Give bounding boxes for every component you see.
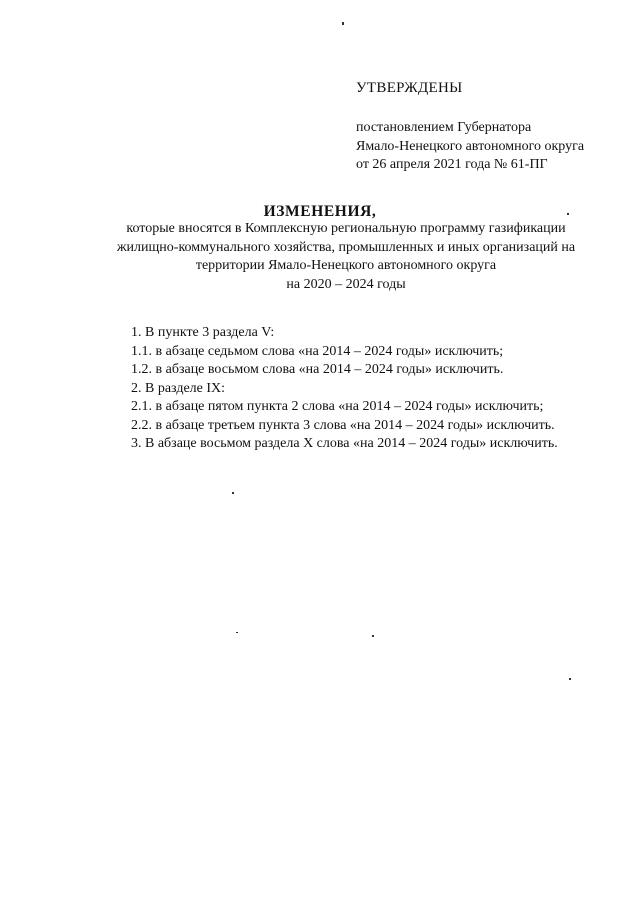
approval-line: от 26 апреля 2021 года № 61-ПГ: [356, 157, 548, 172]
list-item: 1. В пункте 3 раздела V:: [131, 325, 275, 340]
list-item: 2.2. в абзаце третьем пункта 3 слова «на 2014 – 2024 годы» исключить.: [131, 417, 555, 433]
list-item: 2.1. в абзаце пятом пункта 2 слова «на 2014 – 2024 годы» исключить;: [131, 399, 544, 414]
scan-speck: [236, 632, 238, 633]
scan-speck: [232, 492, 234, 494]
subtitle-line: территории Ямало-Ненецкого автономного округа: [195, 258, 497, 273]
document-subtitle: [0, 220, 640, 294]
approval-line: Ямало-Ненецкого автономного округа: [356, 138, 585, 154]
list-item: 1.1. в абзаце седьмом слова «на 2014 – 2024 годы» исключить;: [131, 343, 504, 359]
scan-speck: [567, 213, 569, 215]
list-item: 3. В абзаце восьмом раздела X слова «на 2014 – 2024 годы» исключить.: [131, 436, 558, 451]
list-item: 1.2. в абзаце восьмом слова «на 2014 – 2024 годы» исключить.: [131, 362, 504, 377]
scan-speck: [342, 22, 344, 25]
scan-speck: [372, 635, 374, 637]
scan-speck: [569, 678, 571, 680]
subtitle-line: жилищно-коммунального хозяйства, промышленных и иных организаций на: [116, 239, 576, 255]
amendments-list: [131, 324, 558, 454]
approval-line: постановлением Губернатора: [356, 120, 532, 135]
approval-block: [356, 119, 584, 175]
approval-title: УТВЕРЖДЕНЫ: [356, 80, 463, 96]
document-title: ИЗМЕНЕНИЯ,: [263, 203, 377, 220]
list-item: 2. В разделе IX:: [131, 380, 226, 396]
subtitle-line: которые вносятся в Комплексную региональную программу газификации: [126, 221, 566, 236]
subtitle-line: на 2020 – 2024 годы: [286, 276, 406, 292]
